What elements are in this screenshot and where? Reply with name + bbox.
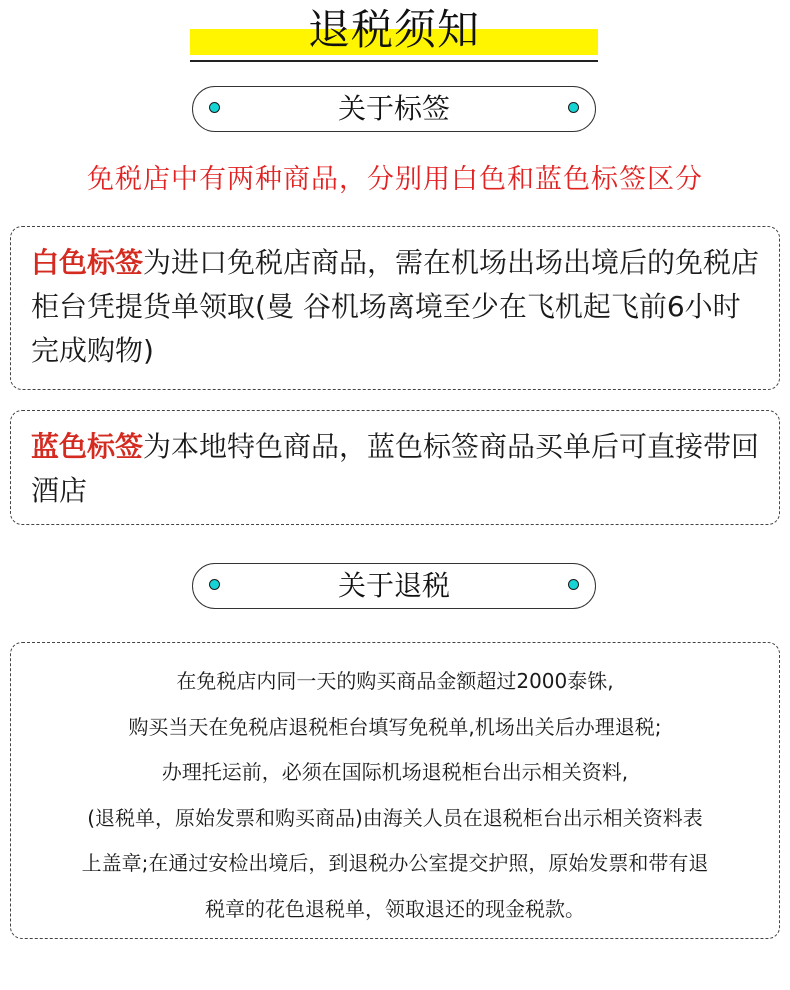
- section-label-refund: [192, 563, 596, 609]
- blue-label-card: [10, 410, 780, 525]
- blue-label-paragraph: [31, 425, 767, 513]
- section-label-text: 关于标签: [337, 92, 450, 125]
- white-label-card: [10, 226, 780, 390]
- refund-line: 办理托运前，必须在国际机场退税柜台出示相关资料,: [161, 760, 629, 784]
- dot-icon: [568, 102, 579, 113]
- blue-label-text: 为本地特色商品，蓝色标签商品买单后可直接带回酒店: [31, 430, 760, 507]
- refund-line: 购买当天在免税店退税柜台填写免税单,机场出关后办理退税;: [128, 714, 662, 739]
- white-label-text: 为进口免税店商品，需在机场出场出境后的免税店柜台凭提货单领取(曼 谷机场离境至少在飞机起飞前6小时完成购物): [31, 246, 760, 367]
- refund-line: (退税单，原始发票和购买商品)由海关人员在退税柜台出示相关资料表: [87, 805, 703, 830]
- section-label-text: 关于退税: [337, 569, 450, 602]
- page-title: 退税须知: [307, 5, 480, 54]
- dot-icon: [209, 579, 220, 590]
- section-label-tags: [192, 86, 596, 132]
- dot-icon: [568, 579, 579, 590]
- white-label-tag: 白色标签: [31, 246, 144, 279]
- refund-info-card: [10, 642, 780, 939]
- refund-line: 在免税店内同一天的购买商品金额超过2000泰铢,: [176, 669, 614, 693]
- title-underline: [190, 60, 598, 62]
- refund-line: 上盖章;在通过安检出境后，到退税办公室提交护照，原始发票和带有退: [81, 851, 709, 875]
- blue-label-tag: 蓝色标签: [31, 430, 144, 463]
- labels-intro: 免税店中有两种商品，分别用白色和蓝色标签区分: [87, 164, 703, 195]
- refund-line: 税章的花色退税单，领取退还的现金税款。: [205, 896, 585, 921]
- white-label-paragraph: [31, 241, 767, 373]
- dot-icon: [209, 102, 220, 113]
- page-header: [190, 0, 598, 64]
